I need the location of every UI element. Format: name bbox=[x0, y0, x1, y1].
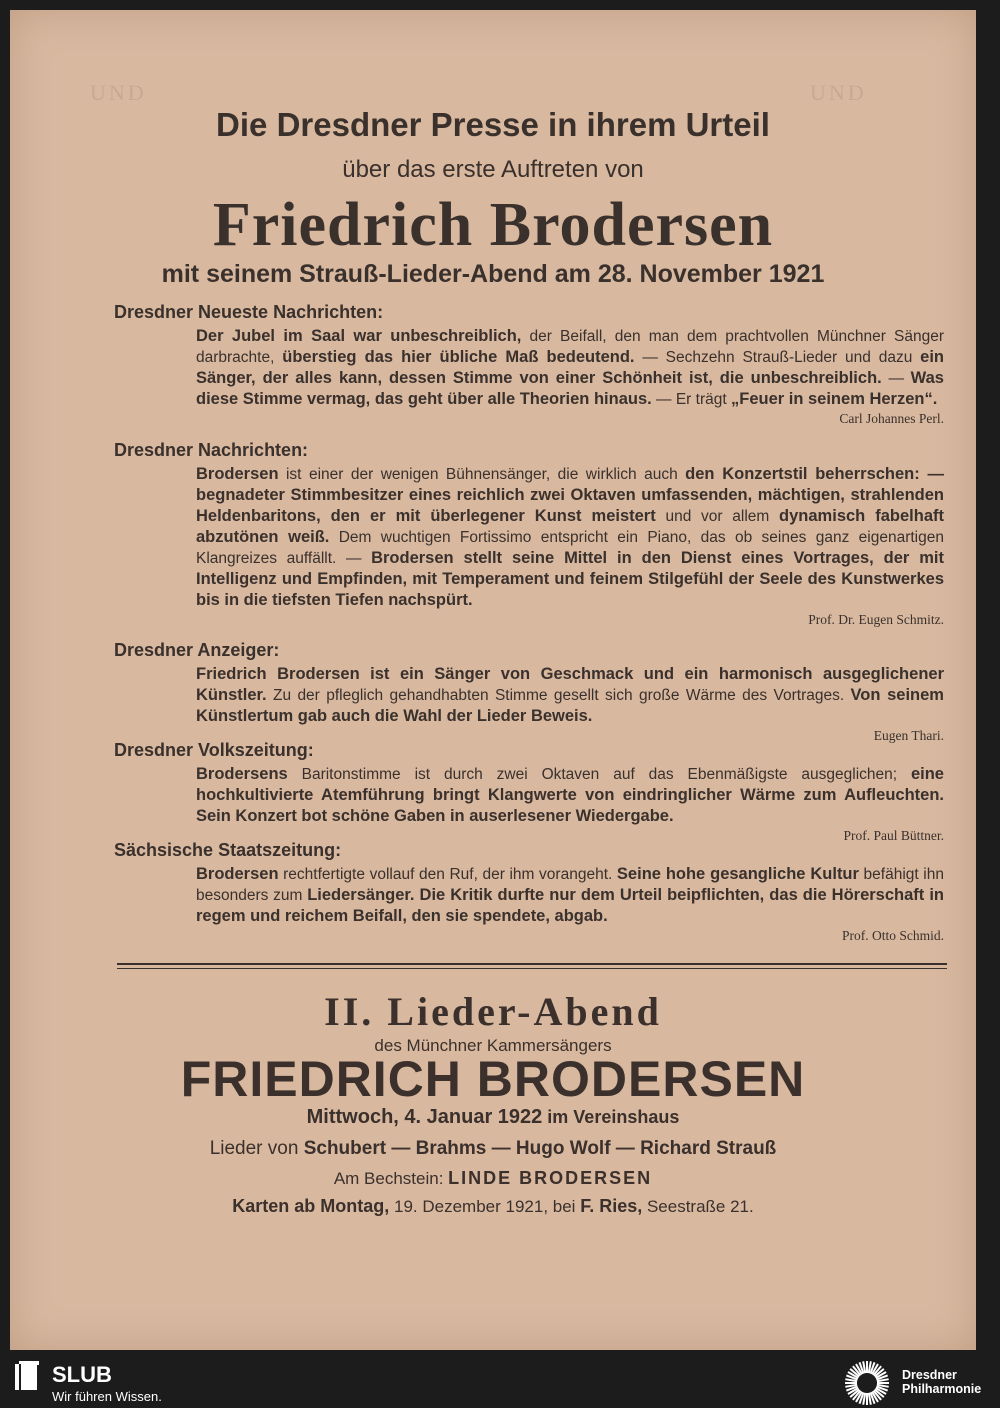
review-emphasis: Von seinem Künstlertum gab auch die Wahl der Lieder Beweis. bbox=[196, 686, 944, 725]
review-phrase: — Sechzehn Strauß-Lieder und dazu bbox=[634, 349, 921, 366]
review-emphasis: dynamisch fabelhaft abzutönen weiß. bbox=[196, 507, 944, 546]
review-author: Prof. Paul Büttner. bbox=[843, 828, 944, 843]
review-phrase: rechtfertigte vollauf den Ruf, der ihm vorangeht. bbox=[278, 866, 617, 883]
review-phrase: ist einer der wenigen Bühnensänger, die wirklich auch bbox=[278, 466, 686, 483]
partner-name[interactable] bbox=[902, 1368, 981, 1396]
library-name[interactable]: SLUB bbox=[52, 1362, 112, 1387]
review-emphasis: Friedrich Brodersen ist ein Sänger von Geschmack und ein harmonisch ausgeglichener Künstler. bbox=[196, 665, 944, 704]
review-dv bbox=[114, 740, 944, 846]
concert-pianist bbox=[10, 1168, 976, 1189]
subheadline: über das erste Auftreten von bbox=[342, 156, 644, 183]
ticket-date: 19. Dezember 1921, bei bbox=[389, 1197, 581, 1216]
concert-program bbox=[10, 1138, 976, 1160]
artist-name: Friedrich Brodersen bbox=[212, 191, 774, 259]
ticket-address: Seestraße 21. bbox=[642, 1197, 754, 1216]
library-tagline: Wir führen Wissen. bbox=[52, 1389, 162, 1404]
review-phrase: — Er trägt bbox=[651, 391, 731, 408]
ticket-info bbox=[10, 1196, 976, 1217]
viewer-footer bbox=[0, 1358, 1000, 1408]
review-emphasis: Liedersänger. Die Kritik durfte nur dem Urteil beipflichten, das die Hörerschaft in regem und reichem Beifall, den sie spendete, abgab. bbox=[196, 886, 944, 925]
event-line: mit seinem Strauß-Lieder-Abend am 28. November 1921 bbox=[161, 260, 825, 288]
review-emphasis: Brodersen bbox=[196, 465, 279, 483]
review-text bbox=[196, 864, 944, 946]
review-emphasis: Brodersens bbox=[196, 765, 288, 783]
review-emphasis: Brodersen stellt seine Mittel in den Dienst eines Vortrages, der mit Intelligenz und Empfinden, mit Temperament und feinem Stilgefühl der Seele des Kunstwerkes bis in die tiefsten Tiefen nachspürt. bbox=[196, 549, 944, 609]
pianist-prefix: Am Bechstein: bbox=[333, 1169, 449, 1188]
ticket-shop: F. Ries, bbox=[580, 1196, 643, 1216]
review-author: Carl Johannes Perl. bbox=[839, 411, 944, 426]
ticket-start: Karten ab Montag, bbox=[232, 1196, 390, 1216]
review-emphasis: eine hochkultivierte Atemführung bringt Klangwerte von eindringlicher Wärme zum Aufleuchten. Sein Konzert bot schöne Gaben in auserlesener Wiedergabe. bbox=[196, 765, 944, 825]
review-dnn bbox=[114, 302, 944, 429]
review-ss bbox=[114, 840, 944, 946]
headline: Die Dresdner Presse in ihrem Urteil bbox=[216, 106, 770, 143]
review-da bbox=[114, 640, 944, 746]
review-author: Prof. Dr. Eugen Schmitz. bbox=[808, 612, 944, 627]
review-text bbox=[196, 326, 944, 429]
concert-date-day: Mittwoch, 4. Januar 1922 bbox=[306, 1106, 543, 1128]
partner-name-line2: Philharmonie bbox=[902, 1382, 982, 1396]
poster-page bbox=[10, 10, 976, 1350]
review-emphasis: den Konzertstil beherrschen: — begnadeter Stimmbesitzer eines reichlich zwei Oktaven umfassenden, mächtigen, strahlenden Heldenbaritons, den er mit überlegener Kunst meistert bbox=[196, 465, 944, 525]
review-source: Dresdner Nachrichten: bbox=[114, 440, 309, 460]
review-emphasis: Der Jubel im Saal war unbeschreiblich, bbox=[196, 327, 522, 345]
slub-logo-icon bbox=[14, 1361, 40, 1391]
review-phrase: — bbox=[881, 370, 911, 387]
review-dn bbox=[114, 440, 944, 630]
review-source: Dresdner Neueste Nachrichten: bbox=[114, 302, 384, 322]
review-phrase: Dem wuchtigen Fortissimo entspricht ein Piano, das ob seines ganz eigenartigen Klangreizes auffällt. — bbox=[196, 529, 944, 567]
review-text bbox=[196, 764, 944, 846]
review-emphasis: Seine hohe gesangliche Kultur bbox=[616, 865, 859, 883]
review-author: Eugen Thari. bbox=[873, 728, 944, 743]
review-emphasis: Brodersen bbox=[196, 865, 279, 883]
program-composers: Schubert — Brahms — Hugo Wolf — Richard Strauß bbox=[303, 1138, 777, 1159]
concert-artist: FRIEDRICH BRODERSEN bbox=[180, 1051, 806, 1107]
section-divider bbox=[117, 963, 947, 969]
concert-date bbox=[10, 1106, 976, 1129]
review-source: Dresdner Anzeiger: bbox=[114, 640, 280, 660]
review-emphasis: ein Sänger, der alles kann, dessen Stimme von einer Schönheit ist, die unbeschreiblich. bbox=[196, 348, 945, 387]
review-source: Sächsische Staatszeitung: bbox=[114, 840, 342, 860]
review-phrase: Baritonstimme ist durch zwei Oktaven auf das Ebenmäßigste ausgeglichen; bbox=[287, 766, 911, 783]
review-emphasis: Was diese Stimme vermag, das geht über alle Theorien hinaus. bbox=[196, 369, 944, 408]
concert-venue: im Vereinshaus bbox=[542, 1107, 680, 1127]
review-emphasis: überstieg das hier übliche Maß bedeutend. bbox=[282, 348, 635, 366]
review-author: Prof. Otto Schmid. bbox=[841, 928, 944, 943]
review-emphasis: „Feuer in seinem Herzen“. bbox=[730, 390, 938, 408]
review-text bbox=[196, 464, 944, 630]
bleed-through-text-right: UND bbox=[810, 80, 867, 105]
review-phrase: und vor allem bbox=[655, 508, 780, 525]
partner-name-line1: Dresdner bbox=[902, 1368, 957, 1382]
philharmonie-logo-icon[interactable] bbox=[842, 1360, 892, 1406]
review-phrase: der Beifall, den man dem prachtvollen Münchner Sänger darbrachte, bbox=[196, 328, 944, 366]
pianist-name: LINDE BRODERSEN bbox=[448, 1168, 653, 1188]
review-text bbox=[196, 664, 944, 746]
program-prefix: Lieder von bbox=[209, 1138, 304, 1159]
concert-title: II. Lieder-Abend bbox=[324, 989, 662, 1034]
review-source: Dresdner Volkszeitung: bbox=[114, 740, 314, 760]
review-phrase: Zu der pfleglich gehandhabten Stimme gesellt sich große Wärme des Vortrages. bbox=[266, 687, 851, 704]
bleed-through-text-left: UND bbox=[90, 80, 147, 105]
concert-subtitle: des Münchner Kammersängers bbox=[374, 1036, 612, 1055]
review-phrase: befähigt ihn besonders zum bbox=[196, 866, 944, 904]
